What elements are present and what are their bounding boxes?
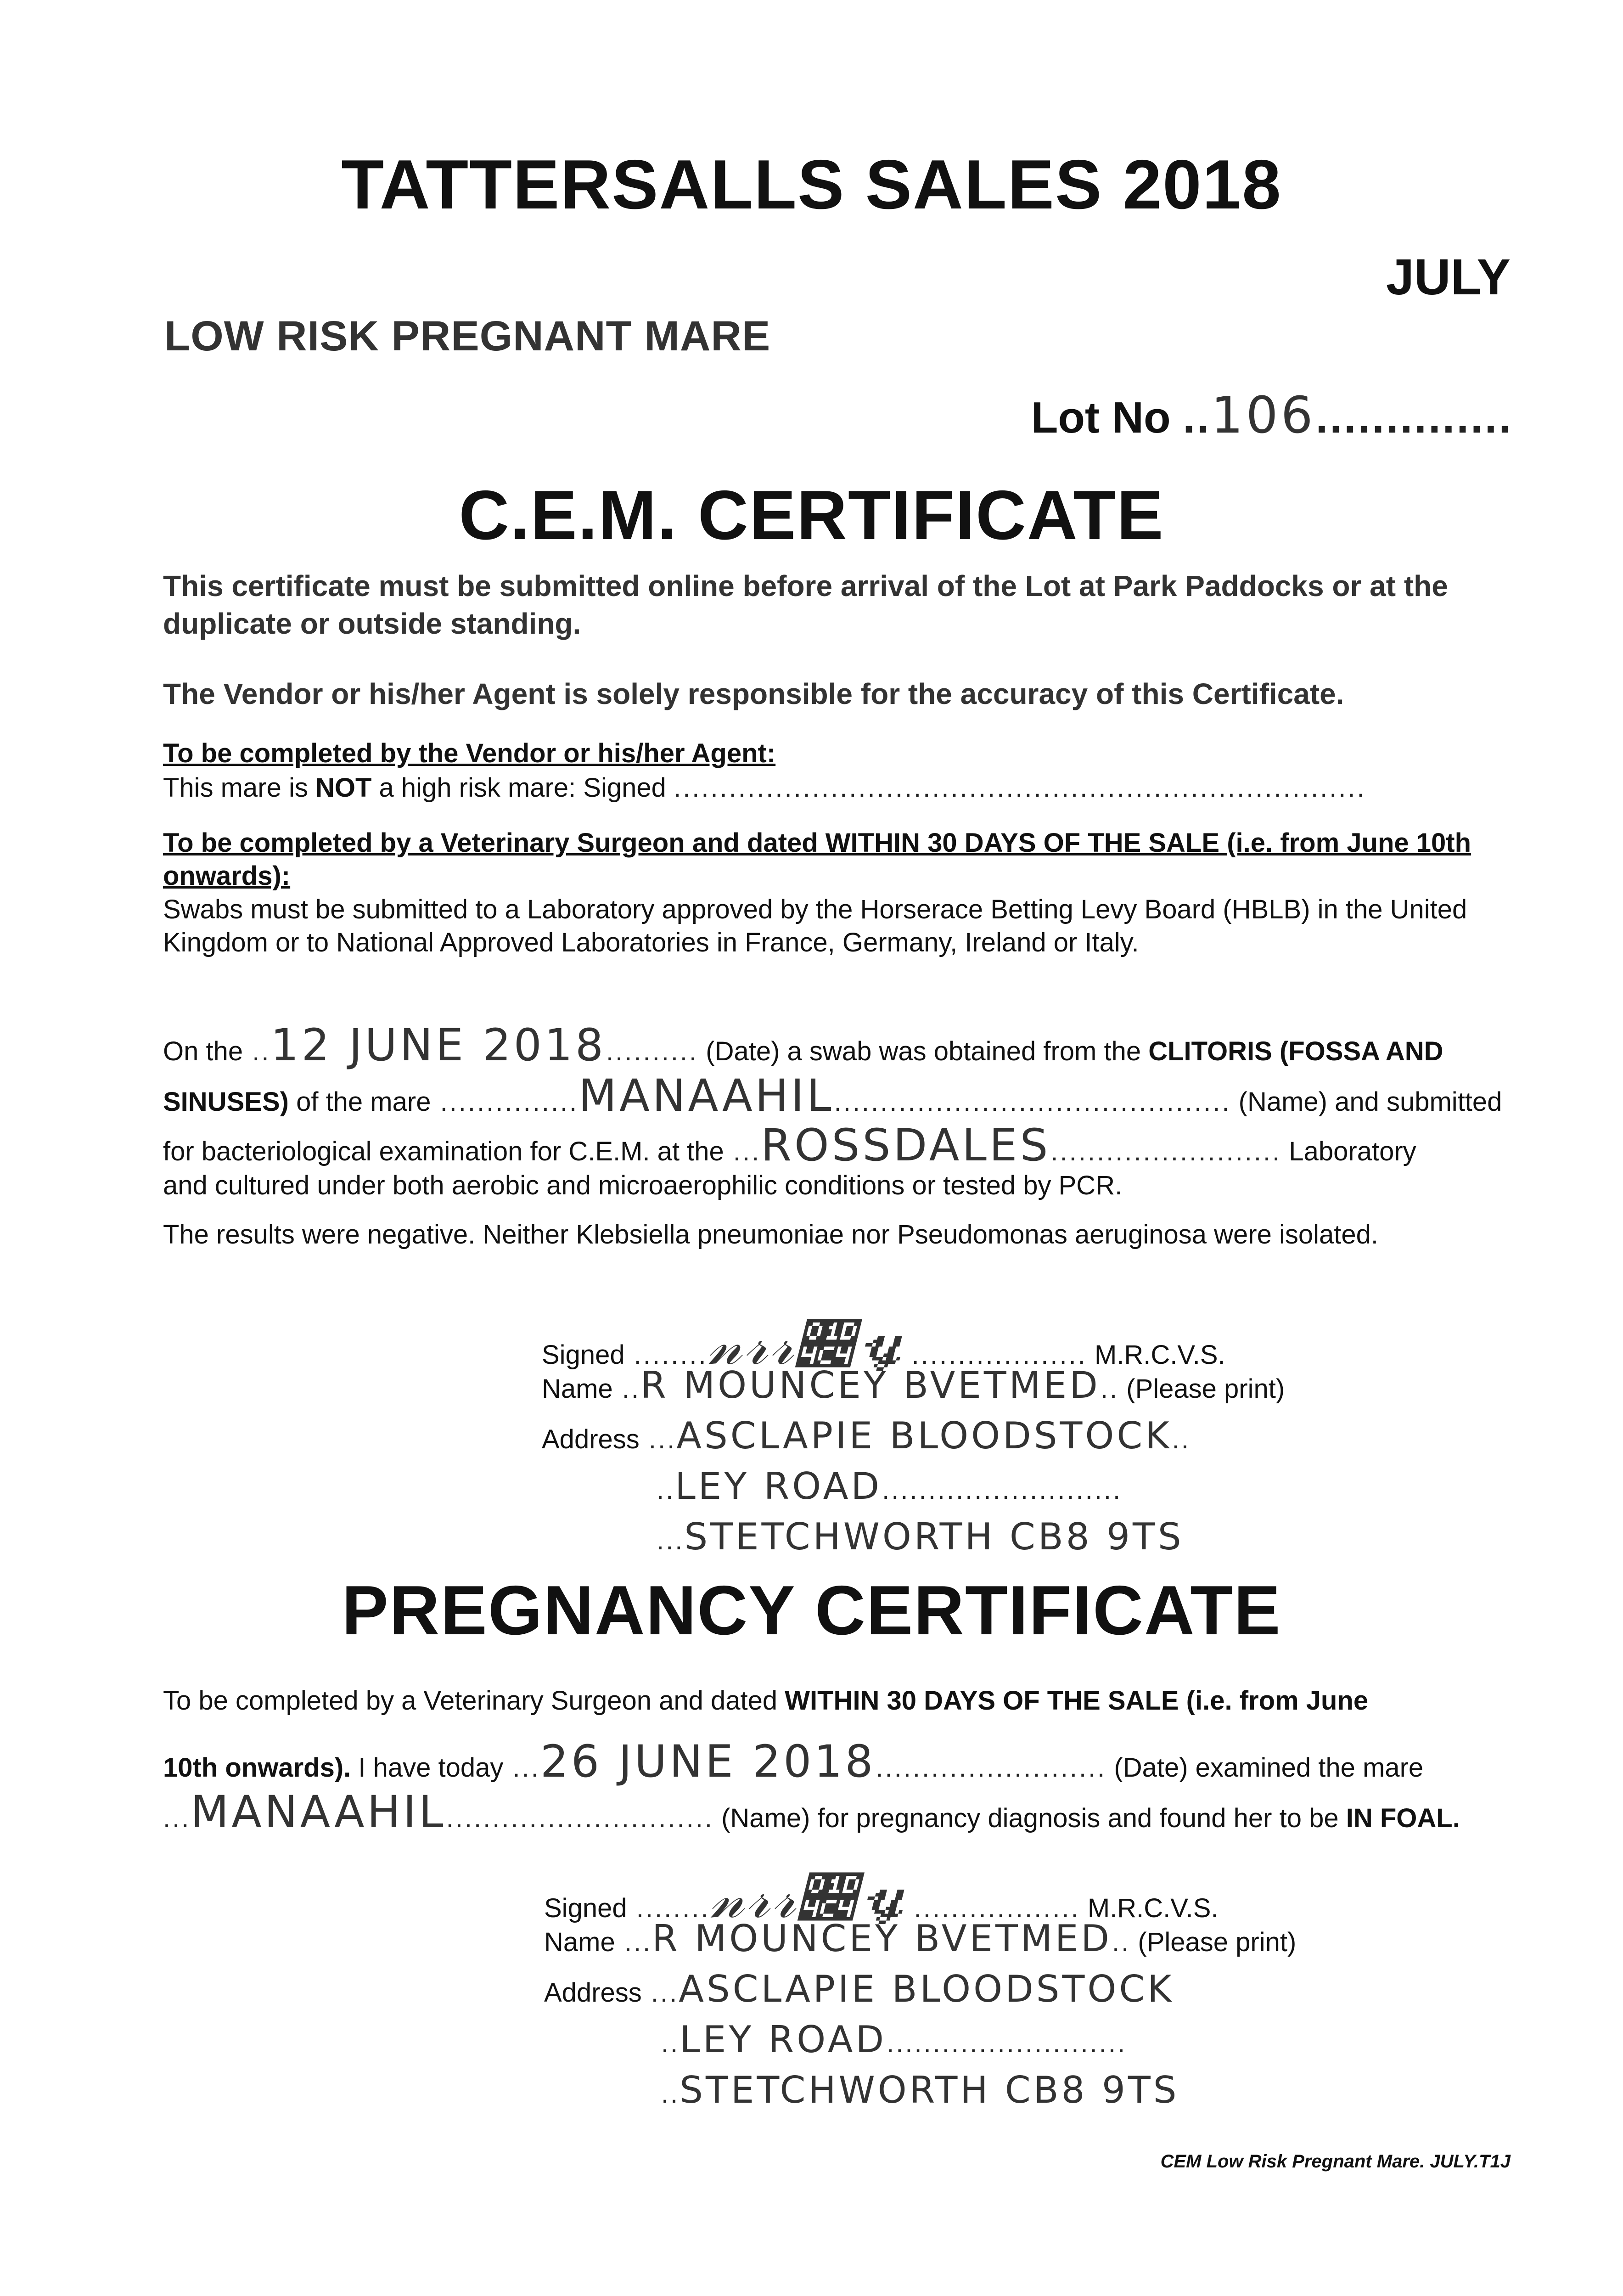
pregnancy-instructions-line-1: To be completed by a Veterinary Surgeon and dated WITHIN 30 DAYS OF THE SALE (i.e. from June [163,1686,1369,1716]
submission-notice: This certificate must be submitted online before arrival of the Lot at Park Paddocks or at the duplicate or outside standing. [163,569,1448,640]
vet-section-heading: To be completed by a Veterinary Surgeon and dated WITHIN 30 DAYS OF THE SALE (i.e. from June 10th onwards): [163,828,1471,891]
vendor-declaration: This mare is NOT a high risk mare: Signed ........................................................................... [163,773,1366,803]
responsibility-notice: The Vendor or his/her Agent is solely responsible for the accuracy of this Certificate. [163,677,1344,710]
cem-address-line-3[interactable]: STETCHWORTH CB8 9TS [684,1515,1184,1558]
pregnancy-signed-row: Signed ........𝓃𝓇𝓇𝓄𝓎.................. M.R.C.V.S. [544,1867,1219,1930]
page-title: TATTERSALLS SALES 2018 [341,146,1282,224]
lot-label: Lot No [1031,393,1171,442]
pregnancy-mare-name-row: ...MANAAHIL............................. (Name) for pregnancy diagnosis and found her to be IN FOAL. [163,1786,1460,1838]
pregnancy-exam-date-row: 10th onwards). I have today ...26 JUNE 2018......................... (Date) examined the mare [163,1736,1424,1787]
form-code: CEM Low Risk Pregnant Mare. JULY.T1J [1160,2151,1511,2172]
cem-vet-name-field[interactable]: R MOUNCEY BVETMED [640,1364,1101,1407]
mare-name-field[interactable]: MANAAHIL [578,1070,834,1121]
pregnancy-address-line-3[interactable]: STETCHWORTH CB8 9TS [680,2069,1179,2111]
pregnancy-address-row: Address ...ASCLAPIE BLOODSTOCK [544,1968,1174,2010]
cem-address-line-1[interactable]: ASCLAPIE BLOODSTOCK [676,1414,1172,1457]
sale-month: JULY [1386,249,1511,305]
pregnancy-address-line-1[interactable]: ASCLAPIE BLOODSTOCK [679,1968,1174,2010]
vendor-section-heading: To be completed by the Vendor or his/her Agent: [163,738,776,768]
pregnancy-address-line-2[interactable]: LEY ROAD [680,2018,887,2061]
lot-number-row: Lot No ..106.............. [1031,386,1513,445]
pregnancy-address-row-3: ..STETCHWORTH CB8 9TS [661,2069,1179,2111]
cem-address-row-2: ..LEY ROAD.......................... [657,1465,1123,1508]
cultured-statement: and cultured under both aerobic and microaerophilic conditions or tested by PCR. [163,1171,1123,1200]
cem-signature-field[interactable]: 𝓃𝓇𝓇𝓄𝓎 [708,1313,912,1377]
swab-date-row: On the ..12 JUNE 2018.......... (Date) a swab was obtained from the CLITORIS (FOSSA AND [163,1019,1443,1071]
laboratory-row: for bacteriological examination for C.E.M. at the ...ROSSDALES......................... Laboratory [163,1120,1416,1171]
pregnancy-exam-date-field[interactable]: 26 JUNE 2018 [540,1736,876,1787]
vendor-signature-field[interactable]: ........................................................................... [674,773,1366,803]
cem-certificate-title: C.E.M. CERTIFICATE [459,476,1164,554]
swab-date-field[interactable]: 12 JUNE 2018 [270,1019,607,1071]
subtitle: LOW RISK PREGNANT MARE [164,313,771,360]
pregnancy-signature-field[interactable]: 𝓃𝓇𝓇𝓄𝓎 [710,1867,914,1930]
cem-address-row: Address ...ASCLAPIE BLOODSTOCK.. [542,1414,1191,1457]
results-statement: The results were negative. Neither Klebsiella pneumoniae nor Pseudomonas aeruginosa were isolated. [163,1220,1378,1249]
pregnancy-vet-name-row: Name ...R MOUNCEY BVETMED.. (Please print) [544,1917,1297,1960]
cem-vet-name-row: Name ..R MOUNCEY BVETMED.. (Please print) [542,1364,1285,1407]
mare-name-row: SINUSES) of the mare ...............MANAAHIL........................................... (Name) and submitted [163,1070,1502,1121]
pregnancy-certificate-title: PREGNANCY CERTIFICATE [342,1571,1281,1649]
swabs-instructions: Swabs must be submitted to a Laboratory approved by the Horserace Betting Levy Board (HBLB) in the United Kingdom or to National Approved Laboratories in France, Germany, Ireland or Italy. [163,895,1467,957]
cem-address-row-3: ...STETCHWORTH CB8 9TS [657,1515,1184,1558]
pregnancy-address-row-2: ..LEY ROAD.......................... [661,2018,1127,2061]
lot-number-field[interactable]: 106 [1211,386,1316,445]
pregnancy-vet-name-field[interactable]: R MOUNCEY BVETMED [652,1917,1112,1960]
cem-signed-row: Signed ........𝓃𝓇𝓇𝓄𝓎................... M.R.C.V.S. [542,1313,1225,1377]
cem-address-line-2[interactable]: LEY ROAD [675,1465,882,1508]
laboratory-field[interactable]: ROSSDALES [761,1120,1051,1171]
pregnancy-mare-name-field[interactable]: MANAAHIL [191,1786,446,1838]
